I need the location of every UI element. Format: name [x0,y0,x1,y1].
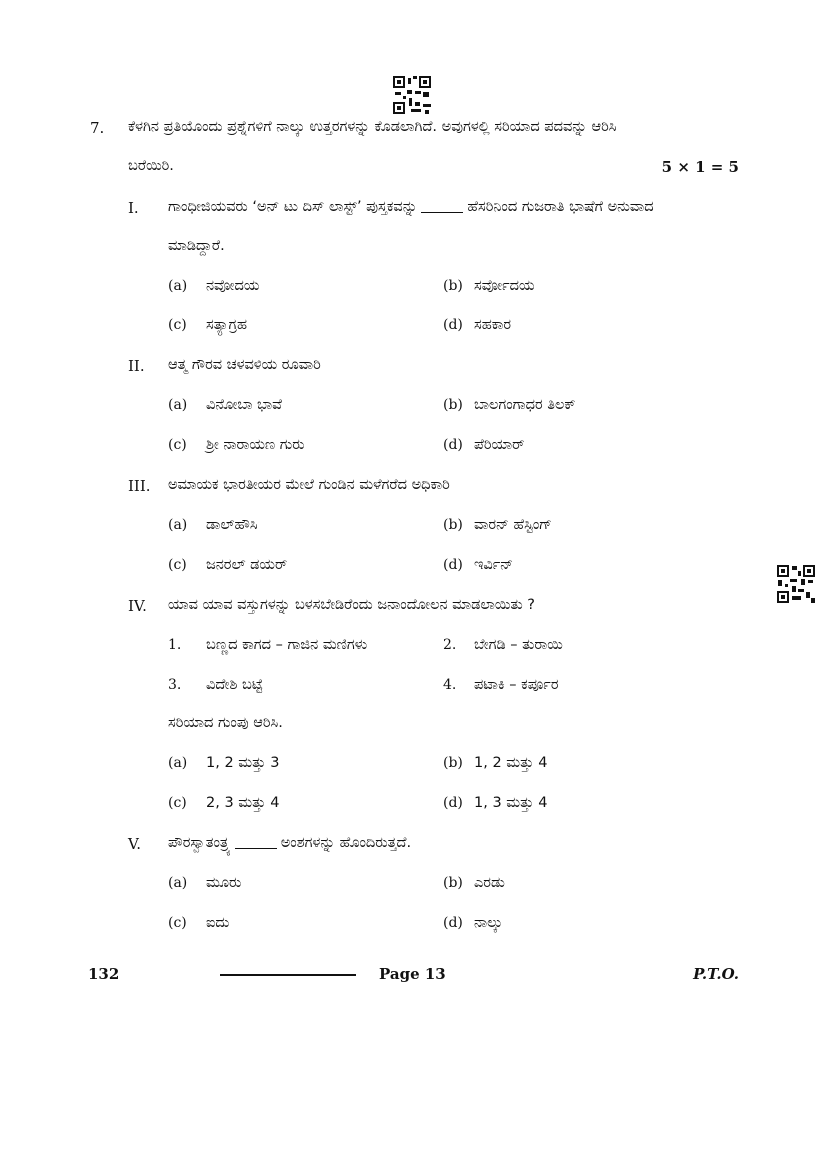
question-instruction: ಕೆಳಗಿನ ಪ್ರತಿಯೊಂದು ಪ್ರಶ್ನೆಗಳಿಗೆ ನಾಲ್ಕು ಉತ್ತರಗಳನ್ನು ಕೊಡಲಾಗಿದೆ. ಅವುಗಳಲ್ಲಿ ಸರಿಯಾದ ಪದವನ್ನು ಆರಿಸಿ [128,119,617,135]
marks-allocation: 5 × 1 = 5 [661,158,739,176]
item-i-question-part1: ಗಾಂಧೀಜಿಯವರು ‘ಅನ್ ಟು ದಿಸ್ ಲಾಸ್ಟ್’ ಪುಸ್ತಕವನ್ನು [168,199,418,215]
item-i-question-cont: ಮಾಡಿದ್ದಾರೆ. [168,238,225,254]
item-v-number: V. [128,835,141,853]
item-i-number: I. [128,199,139,217]
page-number: Page 13 [379,965,446,983]
statement-text: ಬಣ್ಣದ ಕಾಗದ – ಗಾಜಿನ ಮಣಿಗಳು [206,637,368,653]
statement-text: ವಿದೇಶಿ ಬಟ್ಟೆ [206,677,263,693]
item-iv-question: ಯಾವ ಯಾವ ವಸ್ತುಗಳನ್ನು ಬಳಸಬೇಡಿರೆಂದು ಜನಾಂದೋಲನ ಮಾಡಲಾಯಿತು ? [168,597,536,613]
item-ii-number: II. [128,357,145,375]
statement-label: 3. [168,677,182,693]
option-text: ಐದು [206,915,230,931]
item-iii-number: III. [128,477,151,495]
option-label: (b) [443,397,463,413]
option-label: (d) [443,317,463,333]
option-label: (c) [168,795,187,811]
question-instruction-cont: ಬರೆಯಿರಿ. [128,158,174,174]
item-v-question-part1: ಪೌರಸ್ವಾತಂತ್ರ್ಯ [168,835,231,851]
option-label: (c) [168,557,187,573]
option-label: (c) [168,317,187,333]
option-text: ಜನರಲ್ ಡಯರ್ [206,557,288,573]
statement-text: ಬೇಗಡಿ – ತುರಾಯಿ [474,637,563,653]
option-label: (a) [168,517,188,533]
option-text: ಸರ್ವೋದಯ [474,278,535,294]
option-text: 1, 2 ಮತ್ತು 4 [474,755,548,771]
option-label: (d) [443,437,463,453]
option-label: (a) [168,875,188,891]
item-iv-number: IV. [128,597,147,615]
option-text: ಸತ್ಯಾಗ್ರಹ [206,317,248,333]
option-text: ಇರ್ವಿನ್ [474,557,514,573]
option-text: ವಿನೋಬಾ ಭಾವೆ [206,397,282,413]
please-turn-over: P.T.O. [693,965,739,983]
option-label: (c) [168,437,187,453]
option-text: 1, 2 ಮತ್ತು 3 [206,755,280,771]
option-text: ವಾರನ್ ಹೆಸ್ಟಿಂಗ್ [474,517,552,533]
item-ii-question: ಆತ್ಮ ಗೌರವ ಚಳವಳಿಯ ರೂವಾರಿ [168,357,321,373]
option-label: (b) [443,278,463,294]
option-label: (d) [443,915,463,931]
option-label: (d) [443,557,463,573]
statement-label: 1. [168,637,182,653]
option-text: ಸಹಕಾರ [474,317,512,333]
qr-code-side [777,565,815,603]
statement-label: 2. [443,637,457,653]
option-label: (b) [443,875,463,891]
option-text: ಪೆರಿಯಾರ್ [474,437,525,453]
fill-blank [421,212,463,213]
item-v-question [168,835,411,851]
option-text: ನಾಲ್ಕು [474,915,503,931]
option-text: ಡಾಲ್‌ಹೌಸಿ [206,517,258,533]
footer-divider [220,974,356,976]
item-v-question-part2: ಅಂಶಗಳನ್ನು ಹೊಂದಿರುತ್ತದೆ. [280,835,412,851]
option-label: (b) [443,755,463,771]
statement-label: 4. [443,677,457,693]
option-label: (b) [443,517,463,533]
option-text: ಮೂರು [206,875,242,891]
item-i-question-part2: ಹೆಸರಿನಿಂದ ಗುಜರಾತಿ ಭಾಷೆಗೆ ಅನುವಾದ [467,199,654,215]
option-text: ನವೋದಯ [206,278,260,294]
option-label: (c) [168,915,187,931]
option-text: ಬಾಲಗಂಗಾಧರ ತಿಲಕ್ [474,397,576,413]
option-label: (a) [168,397,188,413]
fill-blank [235,848,277,849]
qr-code-top [393,76,431,114]
option-label: (d) [443,795,463,811]
paper-code: 132 [88,965,120,983]
option-text: ಶ್ರೀ ನಾರಾಯಣ ಗುರು [206,437,305,453]
item-i-question [168,199,654,215]
option-text: 1, 3 ಮತ್ತು 4 [474,795,548,811]
item-iii-question: ಅಮಾಯಕ ಭಾರತೀಯರ ಮೇಲೆ ಗುಂಡಿನ ಮಳೆಗರೆದ ಅಧಿಕಾರಿ [168,477,450,493]
option-label: (a) [168,278,188,294]
option-text: 2, 3 ಮತ್ತು 4 [206,795,280,811]
option-text: ಎರಡು [474,875,505,891]
statement-text: ಪಟಾಕಿ – ಕರ್ಪೂರ [474,677,559,693]
question-number: 7. [90,119,105,137]
item-iv-sub-instruction: ಸರಿಯಾದ ಗುಂಪು ಆರಿಸಿ. [168,715,283,731]
option-label: (a) [168,755,188,771]
